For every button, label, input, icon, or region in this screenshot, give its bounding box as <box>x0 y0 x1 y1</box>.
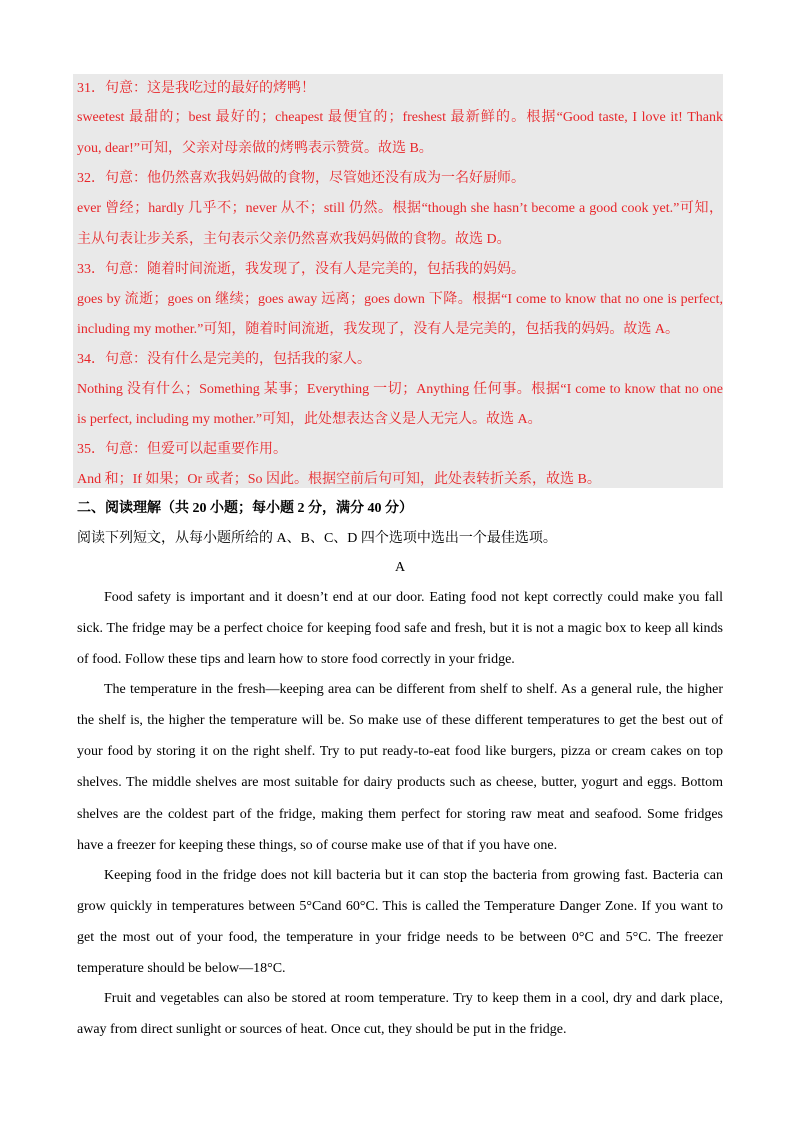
answer-35-line-1: And 和；If 如果；Or 或者；So 因此。根据空前后句可知，此处表转折关系，故选 B。 <box>77 472 601 487</box>
passage-line: get the most out of your food, the temperature in your fridge needs to be between 0°C and 5°C. The freezer <box>77 930 723 945</box>
answer-32-line-2: 主从句表让步关系，主句表示父亲仍然喜欢我妈妈做的食物。故选 D。 <box>77 232 511 247</box>
passage-line: the shelf is, the higher the temperature will be. So make use of these different temperatures to get the best out of <box>77 713 723 728</box>
passage-line: sick. The fridge may be a perfect choice for keeping food safe and fresh, but it is not a magic box to keep all kinds <box>77 621 723 636</box>
section-instruction: 阅读下列短文，从每小题所给的 A、B、C、D 四个选项中选出一个最佳选项。 <box>77 531 557 546</box>
passage-line: Food safety is important and it doesn’t end at our door. Eating food not kept correctly could make you fall <box>104 590 723 605</box>
passage-line: your food by storing it on the right shelf. Try to put ready-to-eat food like burgers, pizza or cream cakes on top <box>77 744 723 759</box>
answer-32-line-1: ever 曾经；hardly 几乎不；never 从不；still 仍然。根据“though she hasn’t become a good cook yet.”可知， <box>77 201 723 216</box>
passage-line: Keeping food in the fridge does not kill bacteria but it can stop the bacteria from growing fast. Bacteria can <box>104 868 723 883</box>
answer-34-line-2: is perfect, including my mother.”可知，此处想表达含义是人无完人。故选 A。 <box>77 412 542 427</box>
answer-31-line-1: sweetest 最甜的；best 最好的；cheapest 最便宜的；freshest 最新鲜的。根据“Good taste, I love it! Thank <box>77 110 723 125</box>
passage-line: The temperature in the fresh—keeping area can be different from shelf to shelf. As a general rule, the higher <box>104 682 723 697</box>
passage-line: away from direct sunlight or sources of heat. Once cut, they should be put in the fridge. <box>77 1022 567 1037</box>
section-heading: 二、阅读理解（共 20 小题；每小题 2 分，满分 40 分） <box>77 501 413 516</box>
answer-32-title: 32．句意：他仍然喜欢我妈妈做的食物，尽管她还没有成为一名好厨师。 <box>77 171 525 186</box>
passage-line: Fruit and vegetables can also be stored at room temperature. Try to keep them in a cool, dry and dark place, <box>104 991 723 1006</box>
passage-line: shelves are the coldest part of the fridge, making them perfect for storing raw meat and seafood. Some fridges <box>77 807 723 822</box>
answer-31-title: 31．句意：这是我吃过的最好的烤鸭！ <box>77 81 315 96</box>
answer-34-title: 34．句意：没有什么是完美的，包括我的家人。 <box>77 352 371 367</box>
passage-line: shelves. The middle shelves are most suitable for dairy products such as cheese, butter, yogurt and eggs. Bottom <box>77 775 723 790</box>
answer-34-line-1: Nothing 没有什么；Something 某事；Everything 一切；Anything 任何事。根据“I come to know that no one <box>77 382 723 397</box>
passage-label: A <box>394 560 406 575</box>
passage-line: temperature should be below—18°C. <box>77 961 286 976</box>
answer-35-title: 35．句意：但爱可以起重要作用。 <box>77 442 287 457</box>
passage-line: have a freezer for keeping these things, so of course make use of that if you have one. <box>77 838 558 853</box>
answer-33-line-1: goes by 流逝；goes on 继续；goes away 远离；goes down 下降。根据“I come to know that no one is perfect, <box>77 292 723 307</box>
passage-line: grow quickly in temperatures between 5°Cand 60°C. This is called the Temperature Danger Zone. If you want to <box>77 899 723 914</box>
passage-line: of food. Follow these tips and learn how to store food correctly in your fridge. <box>77 652 515 667</box>
answer-31-line-2: you, dear!”可知，父亲对母亲做的烤鸭表示赞赏。故选 B。 <box>77 141 433 156</box>
answer-33-line-2: including my mother.”可知，随着时间流逝，我发现了，没有人是完美的，包括我的妈妈。故选 A。 <box>77 322 679 337</box>
answer-33-title: 33．句意：随着时间流逝，我发现了，没有人是完美的，包括我的妈妈。 <box>77 262 525 277</box>
